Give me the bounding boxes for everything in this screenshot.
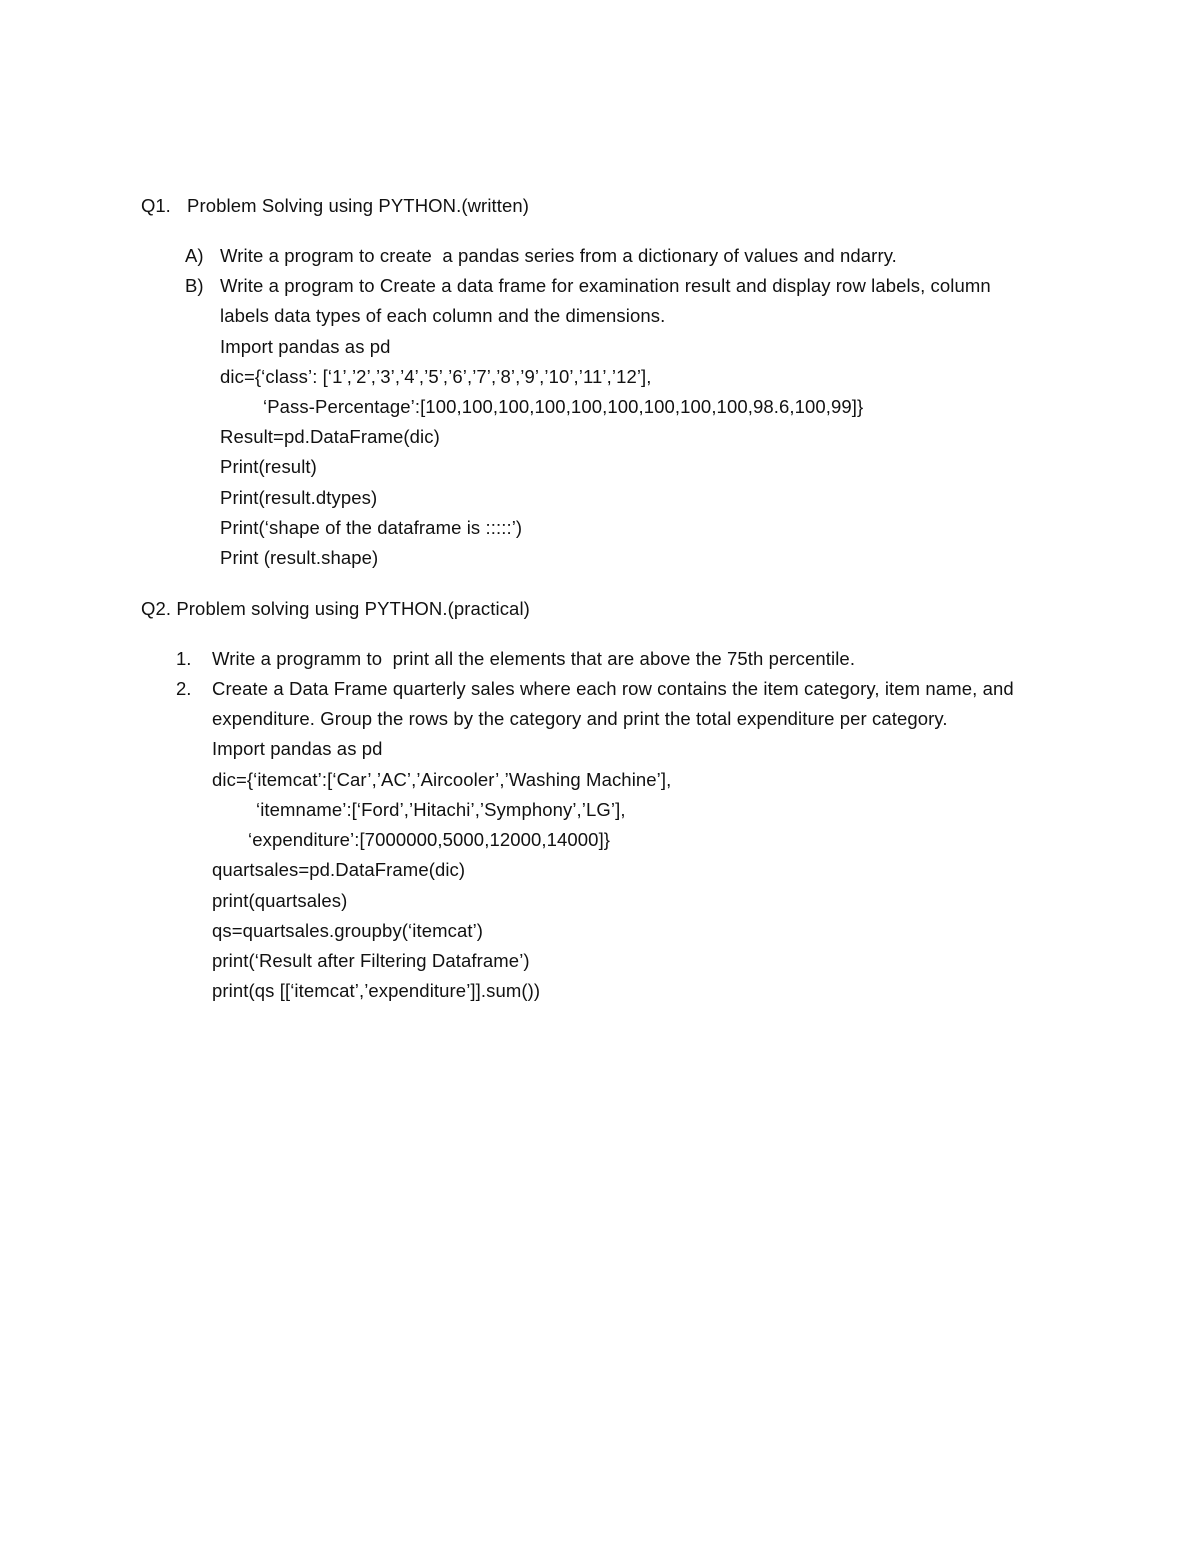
q2-code-line: qs=quartsales.groupby(‘itemcat’) xyxy=(212,920,484,941)
q1-code-line: Result=pd.DataFrame(dic) xyxy=(220,426,440,447)
q2-code-line: ‘itemname’:[‘Ford’,’Hitachi’,’Symphony’,’LG’], xyxy=(256,799,626,820)
q2-code-line: dic={‘itemcat’:[‘Car’,’AC’,’Aircooler’,’Washing Machine’], xyxy=(212,769,672,790)
q1-item-b-text-line-2: labels data types of each column and the dimensions. xyxy=(220,305,666,326)
q1-heading: Problem Solving using PYTHON.(written) xyxy=(187,195,530,216)
q1-item-a-label: A) xyxy=(185,245,204,266)
q1-code-line: ‘Pass-Percentage’:[100,100,100,100,100,100,100,100,100,98.6,100,99]} xyxy=(263,396,864,417)
q2-code-line: print(qs [[‘itemcat’,’expenditure’]].sum()) xyxy=(212,980,541,1001)
q1-code-line: Print(result.dtypes) xyxy=(220,487,378,508)
q2-code-line: print(quartsales) xyxy=(212,890,348,911)
q2-code-line: print(‘Result after Filtering Dataframe’) xyxy=(212,950,530,971)
q2-item-1-text: Write a programm to print all the elements that are above the 75th percentile. xyxy=(212,648,856,669)
q2-item-1-label: 1. xyxy=(176,648,192,669)
q2-code-line: Import pandas as pd xyxy=(212,738,383,759)
q1-item-a-text: Write a program to create a pandas series from a dictionary of values and ndarry. xyxy=(220,245,897,266)
q1-code-line: Print(result) xyxy=(220,456,317,477)
q1-code-line: dic={‘class’: [‘1’,’2’,’3’,’4’,’5’,’6’,’7’,’8’,’9’,’10’,’11’,’12’], xyxy=(220,366,652,387)
q1-code-line: Print(‘shape of the dataframe is :::::’) xyxy=(220,517,523,538)
q1-item-b-text-line-1: Write a program to Create a data frame for examination result and display row labels, column xyxy=(220,275,991,296)
q2-code-line: quartsales=pd.DataFrame(dic) xyxy=(212,859,466,880)
q2-item-2-text-line-2: expenditure. Group the rows by the category and print the total expenditure per category. xyxy=(212,708,948,729)
q2-item-2-text-line-1: Create a Data Frame quarterly sales where each row contains the item category, item name, and xyxy=(212,678,1014,699)
q1-item-b-label: B) xyxy=(185,275,204,296)
q2-heading: Q2. Problem solving using PYTHON.(practical) xyxy=(141,598,530,619)
q1-code-line: Import pandas as pd xyxy=(220,336,391,357)
q2-code-line: ‘expenditure’:[7000000,5000,12000,14000]} xyxy=(248,829,611,850)
q1-number: Q1. xyxy=(141,195,171,216)
q2-item-2-label: 2. xyxy=(176,678,192,699)
q1-code-line: Print (result.shape) xyxy=(220,547,379,568)
